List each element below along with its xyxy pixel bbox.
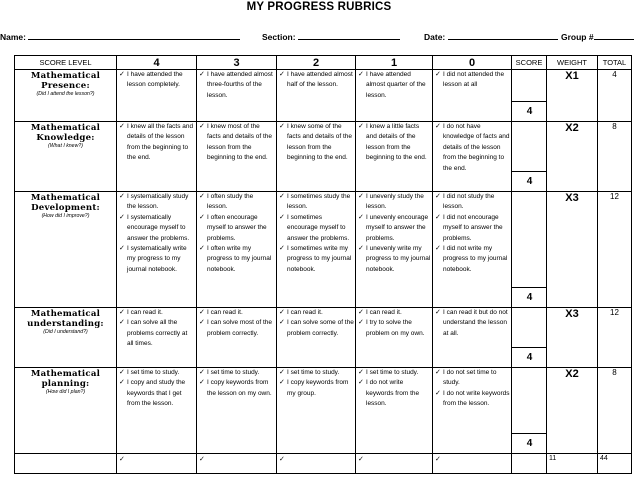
weight-cell: X3 <box>547 192 598 308</box>
descriptor-item <box>279 192 354 213</box>
descriptor-text: I can read it. <box>127 309 163 316</box>
descriptor-item <box>199 70 275 101</box>
descriptor-text: I can read it. <box>287 309 323 316</box>
level-4-descriptor <box>117 70 197 122</box>
descriptor-text: I unevenly encourage myself to answer the problems. <box>366 213 429 242</box>
criterion-title: Mathematical planning: <box>30 369 101 389</box>
check-icon: ✓ <box>435 309 441 316</box>
check-icon: ✓ <box>279 193 285 200</box>
descriptor-text: I did not attended the lesson at all <box>443 71 505 89</box>
check-icon: ✓ <box>279 319 285 327</box>
level-3-descriptor <box>197 308 277 368</box>
name-field[interactable] <box>0 30 240 42</box>
criterion-title: Mathematical understanding: <box>27 309 104 329</box>
descriptor-item <box>435 368 510 389</box>
weight-cell: X3 <box>547 308 598 368</box>
check-icon: ✓ <box>279 379 285 387</box>
score-box[interactable]: 4 <box>511 433 547 454</box>
section-field[interactable] <box>262 30 400 42</box>
check-icon: ✓ <box>199 369 205 376</box>
check-icon: ✓ <box>199 309 205 316</box>
check-icon: ✓ <box>279 456 285 463</box>
check-icon: ✓ <box>435 389 441 397</box>
level-0-header: 0 <box>433 56 512 70</box>
check-icon: ✓ <box>199 245 205 253</box>
check-icon: ✓ <box>199 193 205 200</box>
check-icon: ✓ <box>119 369 125 376</box>
descriptor-item <box>119 70 195 91</box>
descriptor-item <box>279 244 354 275</box>
footer-check-0 <box>433 454 512 474</box>
check-icon: ✓ <box>358 71 364 78</box>
score-cell <box>512 122 547 192</box>
descriptor-text: I have attended almost three-fourths of the lesson. <box>207 71 273 99</box>
descriptor-item <box>358 244 431 275</box>
total-cell: 4 <box>598 70 632 122</box>
descriptor-text: I copy keywords from my group. <box>287 379 349 397</box>
level-1-descriptor <box>356 368 433 454</box>
level-2-descriptor <box>277 308 356 368</box>
criterion-title: Mathematical Development: <box>30 193 101 213</box>
check-icon: ✓ <box>358 245 364 253</box>
rubric-row <box>15 308 632 368</box>
check-icon: ✓ <box>119 123 125 130</box>
check-icon: ✓ <box>435 456 441 463</box>
footer-check-1 <box>356 454 433 474</box>
descriptor-item <box>119 122 195 164</box>
rubric-table <box>14 55 632 474</box>
descriptor-text: I did not write my progress to my journal notebook. <box>443 245 508 273</box>
check-icon: ✓ <box>279 245 285 253</box>
total-cell: 12 <box>598 192 632 308</box>
check-icon: ✓ <box>199 456 205 463</box>
score-box[interactable]: 4 <box>511 287 547 308</box>
score-cell <box>512 368 547 454</box>
level-2-descriptor <box>277 368 356 454</box>
level-1-descriptor <box>356 70 433 122</box>
check-icon: ✓ <box>199 71 205 78</box>
descriptor-text: I do not write keywords from the lesson. <box>443 389 510 408</box>
descriptor-item <box>358 378 431 409</box>
descriptor-item <box>435 70 510 91</box>
level-2-descriptor <box>277 192 356 308</box>
descriptor-text: I set time to study. <box>207 369 260 376</box>
check-icon: ✓ <box>199 123 205 130</box>
page-title: MY PROGRESS RUBRICS <box>246 1 392 13</box>
descriptor-item <box>358 192 431 213</box>
footer-score-cell <box>512 454 547 474</box>
weight-cell: X1 <box>547 70 598 122</box>
level-3-descriptor <box>197 122 277 192</box>
score-cell <box>512 308 547 368</box>
level-2-descriptor <box>277 70 356 122</box>
total-cell: 8 <box>598 368 632 454</box>
descriptor-item <box>435 192 510 213</box>
check-icon: ✓ <box>199 319 205 327</box>
section-label: Section: <box>262 32 296 42</box>
descriptor-text: I often encourage myself to answer the problems. <box>207 213 267 242</box>
descriptor-text: I copy keywords from the lesson on my own. <box>207 379 272 397</box>
rubric-row <box>15 192 632 308</box>
level-0-descriptor <box>433 122 512 192</box>
descriptor-text: I can read it but do not understand the lesson at all. <box>443 309 508 337</box>
descriptor-text: I have attended almost quarter of the lesson. <box>366 71 426 99</box>
descriptor-text: I copy and study the keywords that I get from the lesson. <box>127 379 186 408</box>
total-sum: 44 <box>598 454 632 474</box>
criterion-title: Mathematical Knowledge: <box>30 123 101 143</box>
check-icon: ✓ <box>358 456 364 463</box>
descriptor-text: I can read it. <box>366 309 402 316</box>
descriptor-text: I can solve all the problems correctly at all times. <box>127 319 188 348</box>
descriptor-item <box>435 389 510 410</box>
descriptor-text: I often study the lesson. <box>207 193 254 211</box>
check-icon: ✓ <box>199 379 205 387</box>
rubric-row <box>15 70 632 122</box>
descriptor-item <box>279 122 354 164</box>
criterion-question: (How did I improve?) <box>41 213 90 219</box>
check-icon: ✓ <box>358 319 364 327</box>
descriptor-item <box>358 308 431 318</box>
level-1-descriptor <box>356 308 433 368</box>
descriptor-item <box>119 308 195 318</box>
descriptor-text: I knew all the facts and details of the lesson from the beginning to the end. <box>127 123 194 162</box>
descriptor-text: I systematically study the lesson. <box>127 193 189 211</box>
check-icon: ✓ <box>119 379 125 387</box>
check-icon: ✓ <box>358 213 364 221</box>
level-4-descriptor <box>117 192 197 308</box>
level-4-descriptor <box>117 308 197 368</box>
footer-check-2 <box>277 454 356 474</box>
descriptor-text: I try to solve the problem on my own. <box>366 319 425 337</box>
descriptor-item <box>199 213 275 244</box>
descriptor-item <box>435 308 510 339</box>
descriptor-text: I knew most of the facts and details of the lesson from the beginning to the end. <box>207 123 273 162</box>
level-4-descriptor <box>117 122 197 192</box>
check-icon: ✓ <box>358 379 364 387</box>
criterion-question: (Did I understand?) <box>43 329 88 335</box>
descriptor-text: I can solve most of the problem correctly. <box>207 319 273 337</box>
descriptor-item <box>279 378 354 399</box>
descriptor-item <box>199 308 275 318</box>
descriptor-item <box>199 378 275 399</box>
level-1-header: 1 <box>356 56 433 70</box>
check-icon: ✓ <box>358 309 364 316</box>
level-4-descriptor <box>117 368 197 454</box>
descriptor-item <box>199 318 275 339</box>
level-2-descriptor <box>277 122 356 192</box>
descriptor-text: I sometimes study the lesson. <box>287 193 351 211</box>
check-icon: ✓ <box>119 213 125 221</box>
check-icon: ✓ <box>119 193 125 200</box>
criterion-cell <box>15 122 117 192</box>
descriptor-item <box>199 244 275 275</box>
total-header: TOTAL <box>598 56 632 70</box>
criterion-cell <box>15 368 117 454</box>
descriptor-item <box>199 192 275 213</box>
check-icon: ✓ <box>358 123 364 130</box>
descriptor-text: I do not have knowledge of facts and details of the lesson from the beginning to the end. <box>443 123 510 172</box>
date-label: Date: <box>424 32 446 42</box>
weight-cell: X2 <box>547 368 598 454</box>
check-icon: ✓ <box>435 71 441 78</box>
name-blank-line[interactable] <box>28 30 240 40</box>
descriptor-item <box>358 213 431 244</box>
level-2-header: 2 <box>277 56 356 70</box>
descriptor-text: I did not study the lesson. <box>443 193 495 211</box>
descriptor-text: I have attended almost half of the lesson. <box>287 71 353 89</box>
descriptor-item <box>435 213 510 244</box>
descriptor-text: I sometimes encourage myself to answer the problems. <box>287 213 350 242</box>
descriptor-text: I often write my progress to my journal notebook. <box>207 245 272 273</box>
check-icon: ✓ <box>279 213 285 221</box>
header-row <box>15 56 632 70</box>
check-icon: ✓ <box>119 319 125 327</box>
check-icon: ✓ <box>199 213 205 221</box>
descriptor-text: I set time to study. <box>287 369 340 376</box>
criterion-cell <box>15 192 117 308</box>
criterion-title: Mathematical Presence: <box>30 71 101 91</box>
weight-cell: X2 <box>547 122 598 192</box>
criterion-question: (How did I plan?) <box>45 389 86 395</box>
check-icon: ✓ <box>119 456 125 463</box>
footer-check-3 <box>197 454 277 474</box>
score-box[interactable]: 4 <box>511 171 547 192</box>
check-icon: ✓ <box>435 369 441 376</box>
level-0-descriptor <box>433 368 512 454</box>
group-field[interactable] <box>561 30 634 42</box>
descriptor-text: I sometimes write my progress to my journal notebook. <box>287 245 352 273</box>
footer-label-cell <box>15 454 117 474</box>
score-box[interactable]: 4 <box>511 347 547 368</box>
descriptor-text: I systematically write my progress to my journal notebook. <box>127 245 187 273</box>
criterion-question: (What I knew?) <box>48 143 83 149</box>
rubric-row <box>15 122 632 192</box>
level-4-header: 4 <box>117 56 197 70</box>
level-0-descriptor <box>433 70 512 122</box>
descriptor-text: I unevenly write my progress to my journal notebook. <box>366 245 431 273</box>
check-icon: ✓ <box>119 71 125 78</box>
check-icon: ✓ <box>279 123 285 130</box>
check-icon: ✓ <box>358 369 364 376</box>
descriptor-text: I can read it. <box>207 309 243 316</box>
check-icon: ✓ <box>279 369 285 376</box>
level-0-descriptor <box>433 308 512 368</box>
section-blank-line[interactable] <box>298 30 400 40</box>
descriptor-text: I have attended the lesson completely. <box>127 71 183 89</box>
footer-check-4 <box>117 454 197 474</box>
descriptor-text: I did not encourage myself to answer the problems. <box>443 213 503 242</box>
descriptor-text: I unevenly study the lesson. <box>366 193 424 211</box>
check-icon: ✓ <box>279 309 285 316</box>
level-3-header: 3 <box>197 56 277 70</box>
descriptor-item <box>119 368 195 378</box>
criterion-cell <box>15 70 117 122</box>
weight-header: WEIGHT <box>547 56 598 70</box>
descriptor-item <box>119 318 195 349</box>
score-box[interactable]: 4 <box>511 101 547 122</box>
descriptor-item <box>435 122 510 174</box>
descriptor-item <box>119 192 195 213</box>
descriptor-item <box>279 308 354 318</box>
descriptor-item <box>279 70 354 91</box>
check-icon: ✓ <box>279 71 285 78</box>
level-1-descriptor <box>356 192 433 308</box>
check-icon: ✓ <box>435 193 441 200</box>
criterion-cell <box>15 308 117 368</box>
rubric-row <box>15 368 632 454</box>
check-icon: ✓ <box>435 245 441 253</box>
descriptor-item <box>199 122 275 164</box>
descriptor-item <box>119 244 195 275</box>
level-1-descriptor <box>356 122 433 192</box>
student-info-line <box>0 30 638 42</box>
descriptor-text: I do not set time to study. <box>443 369 497 387</box>
score-level-header: SCORE LEVEL <box>15 56 117 70</box>
check-icon: ✓ <box>435 213 441 221</box>
group-blank-line[interactable] <box>594 30 634 40</box>
descriptor-text: I knew a little facts and details of the lesson from the beginning to the end. <box>366 123 427 162</box>
criterion-question: (Did I attend the lesson?) <box>36 91 95 97</box>
name-label: Name: <box>0 32 26 42</box>
weight-sum: 11 <box>547 454 598 474</box>
score-header: SCORE <box>512 56 547 70</box>
descriptor-item <box>358 70 431 101</box>
footer-row <box>15 454 632 474</box>
descriptor-text: I can solve some of the problem correctly. <box>287 319 354 337</box>
descriptor-item <box>279 213 354 244</box>
descriptor-text: I knew some of the facts and details of the lesson from the beginning to the end. <box>287 123 353 162</box>
check-icon: ✓ <box>435 123 441 130</box>
date-blank-line[interactable] <box>448 30 558 40</box>
check-icon: ✓ <box>119 245 125 253</box>
descriptor-item <box>119 213 195 244</box>
check-icon: ✓ <box>119 309 125 316</box>
descriptor-text: I systematically encourage myself to answer the problems. <box>127 213 190 242</box>
level-3-descriptor <box>197 192 277 308</box>
descriptor-item <box>358 318 431 339</box>
descriptor-text: I do not write keywords from the lesson. <box>366 379 420 408</box>
level-3-descriptor <box>197 70 277 122</box>
descriptor-item <box>279 368 354 378</box>
score-cell <box>512 192 547 308</box>
check-icon: ✓ <box>358 193 364 200</box>
descriptor-text: I set time to study. <box>366 369 419 376</box>
date-field[interactable] <box>424 30 558 42</box>
descriptor-item <box>279 318 354 339</box>
score-cell <box>512 70 547 122</box>
descriptor-item <box>435 244 510 275</box>
total-cell: 12 <box>598 308 632 368</box>
descriptor-item <box>199 368 275 378</box>
level-0-descriptor <box>433 192 512 308</box>
descriptor-item <box>358 368 431 378</box>
descriptor-text: I set time to study. <box>127 369 180 376</box>
group-label: Group # <box>561 32 594 42</box>
descriptor-item <box>358 122 431 164</box>
total-cell: 8 <box>598 122 632 192</box>
descriptor-item <box>119 378 195 409</box>
level-3-descriptor <box>197 368 277 454</box>
